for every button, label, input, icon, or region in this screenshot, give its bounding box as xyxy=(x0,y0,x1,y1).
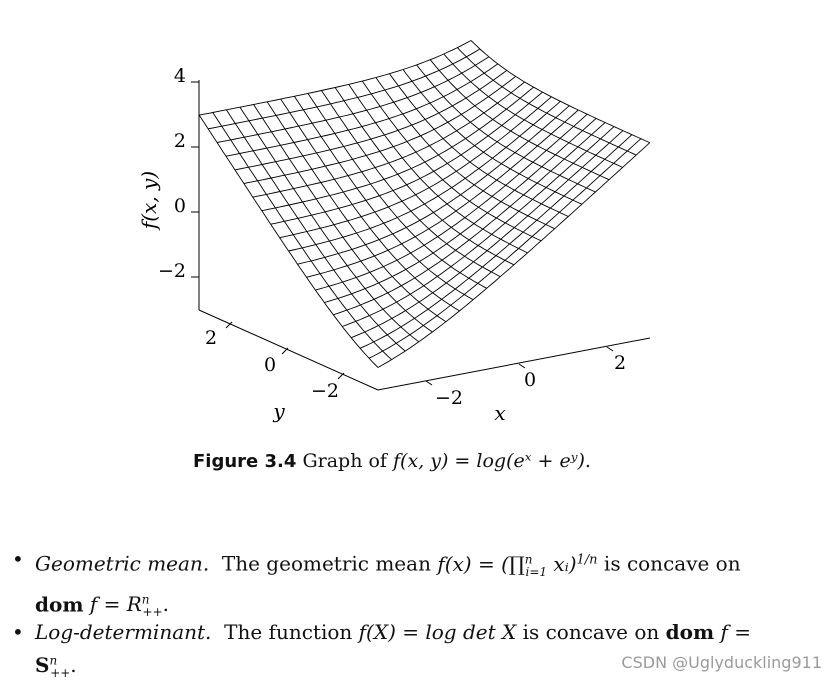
bullet-formula: f(x) = (∏$^n_{i=1}$ xᵢ)$^{1/n}$ xyxy=(437,551,598,579)
surface-mesh xyxy=(199,41,650,368)
mesh-line-const-x xyxy=(254,105,433,333)
mesh-line-const-x xyxy=(226,110,405,351)
z-tick-label: 2 xyxy=(173,130,186,152)
mesh-line-const-x xyxy=(471,41,650,143)
z-axis-label: f(x, y) xyxy=(137,170,161,230)
mesh-line-const-x xyxy=(199,115,378,367)
mesh-line-const-y xyxy=(262,87,534,211)
mesh-line-const-x xyxy=(240,107,419,342)
bullet-text: The geometric mean xyxy=(221,551,431,576)
mesh-line-const-x xyxy=(213,113,392,360)
y-tick-label: 2 xyxy=(204,327,218,349)
x-tick xyxy=(607,347,613,351)
x-tick xyxy=(519,364,525,368)
bullet-text: The function xyxy=(224,620,353,644)
x-axis-label: x xyxy=(494,401,506,425)
dom-expression: $f = R^n_{++}$. xyxy=(89,592,169,620)
mesh-line-const-y xyxy=(271,92,543,224)
mesh-line-const-y xyxy=(208,49,480,129)
y-tick-label: 0 xyxy=(263,354,277,376)
mesh-line-const-x xyxy=(308,93,487,288)
caption-formula: f(x, y) = log(eˣ + eʸ). xyxy=(393,450,591,472)
dom-label: dom xyxy=(665,620,715,644)
z-tick-label: 0 xyxy=(173,195,186,217)
dom-label: dom xyxy=(35,592,84,617)
z-tick-label: −2 xyxy=(157,260,186,282)
caption-text: Graph of xyxy=(302,450,387,472)
x-tick-label: 0 xyxy=(523,369,537,391)
figure-caption xyxy=(193,450,591,472)
bullet-formula: f(X) = log det X xyxy=(358,620,517,644)
x-tick-label: −2 xyxy=(434,387,464,409)
bullet-dot: • xyxy=(12,620,24,644)
bullet-dot: • xyxy=(12,547,24,571)
mesh-line-const-y xyxy=(360,135,632,349)
watermark: CSDN @Uglyduckling911 xyxy=(621,653,822,672)
mesh-line-const-y xyxy=(235,70,507,169)
mesh-line-const-y xyxy=(333,123,605,315)
x-tick-label: 2 xyxy=(613,352,627,374)
bullet-title: Log-determinant. xyxy=(35,620,212,644)
z-tick-label: 4 xyxy=(173,65,186,87)
x-tick xyxy=(426,381,432,385)
bullet-text-2: is concave on xyxy=(603,551,741,576)
caption-label: Figure 3.4 xyxy=(193,451,297,472)
x-axis-line xyxy=(378,338,650,390)
y-tick-label: −2 xyxy=(310,380,340,402)
bullet-text-2: is concave on xyxy=(522,620,660,644)
dom-expression: f = xyxy=(720,620,752,644)
mesh-line-const-y xyxy=(217,57,489,143)
y-axis-label: y xyxy=(273,399,285,423)
mesh-line-const-x xyxy=(376,78,555,229)
y-axis-line xyxy=(199,310,378,390)
bullet-title: Geometric mean. xyxy=(35,551,210,576)
mesh-line-const-x xyxy=(444,54,623,167)
set-symbol: $S^n_{++}$. xyxy=(35,652,77,680)
